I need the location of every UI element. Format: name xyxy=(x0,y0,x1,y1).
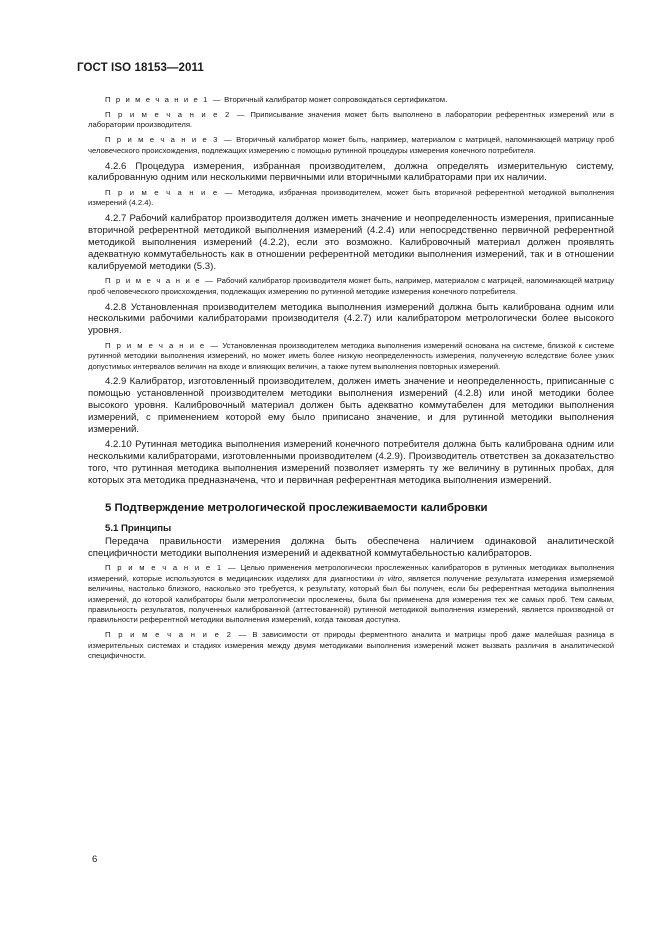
clause-4-2-7: 4.2.7 Рабочий калибратор производителя должен иметь значение и неопределенность измерения, приписанные вторичной референтной методикой выполнения измерений (4.2.4) или непосредственно первичной референтной методикой выполнения измерений (4.2.2), если это возможно. Калибровочный материал должен проявлять адекватную коммутабельность как в отношении референтной методики выполнения измерений, так и в отношении калибруемой методики (5.3). xyxy=(88,213,614,272)
clause-4-2-10: 4.2.10 Рутинная методика выполнения измерений конечного потребителя должна быть калиброванa одним или несколькими калибраторами, изготовленными производителем (4.2.9). Производитель ответствен за доказательство того, что рутинная методика выполнения измерений позволяет измерять ту же величину в рутинных пробах, для которых эта методика предназначена, что и первичная референтная методика выполнения измерений. xyxy=(88,439,614,487)
note-5-1-2: П р и м е ч а н и е 2 — В зависимости от природы ферментного аналита и матрицы проб даже малейшая разница в измерительных системах и стадиях измерения между двумя методиками выполнения измерений может вызвать различия в аналитической специфичности. xyxy=(88,630,614,661)
page-number: 6 xyxy=(92,854,98,865)
document-body xyxy=(88,95,614,666)
clause-4-2-8: 4.2.8 Установленная производителем методика выполнения измерений должна быть калиброванa одним или несколькими рабочими калибраторами производителя (4.2.7) или калибратором метрологически более высокого уровня. xyxy=(88,301,614,337)
document-header: ГОСТ ISO 18153—2011 xyxy=(77,62,204,74)
note-4-2-7: П р и м е ч а н и е — Рабочий калибратор производителя может быть, например, материалом с матрицей, напоминающей матрицу проб человеческого происхождения, подлежащих измерению по рутинной методике измерения конечного потребителя. xyxy=(88,276,614,296)
note-4-2-6: П р и м е ч а н и е — Методика, избранная производителем, может быть вторичной референтной методикой выполнения измерений (4.2.4). xyxy=(88,187,614,208)
note-1: П р и м е ч а н и е 1 — Вторичный калибратор может сопровождаться сертификатом. xyxy=(105,95,448,104)
note-4-2-8: П р и м е ч а н и е — Установленная производителем методика выполнения измерений основана на системе, близкой к системе рутинной методики выполнения измерений, но может иметь более низкую неопределенность измерения, полученную вследствие более узких допустимых интервалов величин на входе и влияющих величин, а также путем выполнения повторных измерений. xyxy=(88,340,615,371)
note-5-1-1: П р и м е ч а н и е 1 — Целью применения метрологически прослеженных калибраторов в рутинных методиках выполнения измерений, которые используются в медицинских изделиях для диагностики in vitro, является получение результата измерения измеряемой величины, настолько близкого, насколько это требуется, к результату, который был бы получен, если бы референтная методика выполнения измерений, до которой калибраторы были метрологически прослежены, была бы применена для измерения тех же самых проб. Тем самым, правильность результатов, полученных калиброванной (аттестованной) рутинной методикой выполнения измерений, является производной от правильности референтной методики выполнения измерений, когда таковая доступна. xyxy=(88,563,614,625)
note-2: П р и м е ч а н и е 2 — Приписывание значения может быть выполнено в лаборатории референтных измерений или в лаборатории производителя. xyxy=(88,109,614,130)
clause-4-2-9: 4.2.9 Калибратор, изготовленный производителем, должен иметь значение и неопределенность, приписанные с помощью установленной производителем методики выполнения измерений (4.2.8) или иной методики более высокого уровня. Калибровочный материал должен быть адекватно коммутабелен для методики выполнения измерений, с применением которой ему было приписано значение, и для рутинной методики выполнения измерений. xyxy=(88,376,614,436)
clause-5-1: Передача правильности измерения должна быть обеспечена наличием одинаковой аналитической специфичности методики выполнения измерений и адекватной коммутабельностью калибраторов. xyxy=(88,536,614,559)
subsection-5-1-title: 5.1 Принципы xyxy=(105,523,172,535)
section-5-title: 5 Подтверждение метрологической прослеживаемости калибровки xyxy=(105,502,488,515)
note-3: П р и м е ч а н и е 3 — Вторичный калибратор может быть, например, материалом с матрицей, напоминающей матрицу проб человеческого происхождения, подлежащих измерению с помощью рутинной процедуры измерения конечного потребителя. xyxy=(88,135,614,155)
clause-4-2-6: 4.2.6 Процедура измерения, избранная производителем, должна определять измерительную систему, калиброванную одним или несколькими первичными или вторичными калибраторами при их наличии. xyxy=(88,160,614,184)
